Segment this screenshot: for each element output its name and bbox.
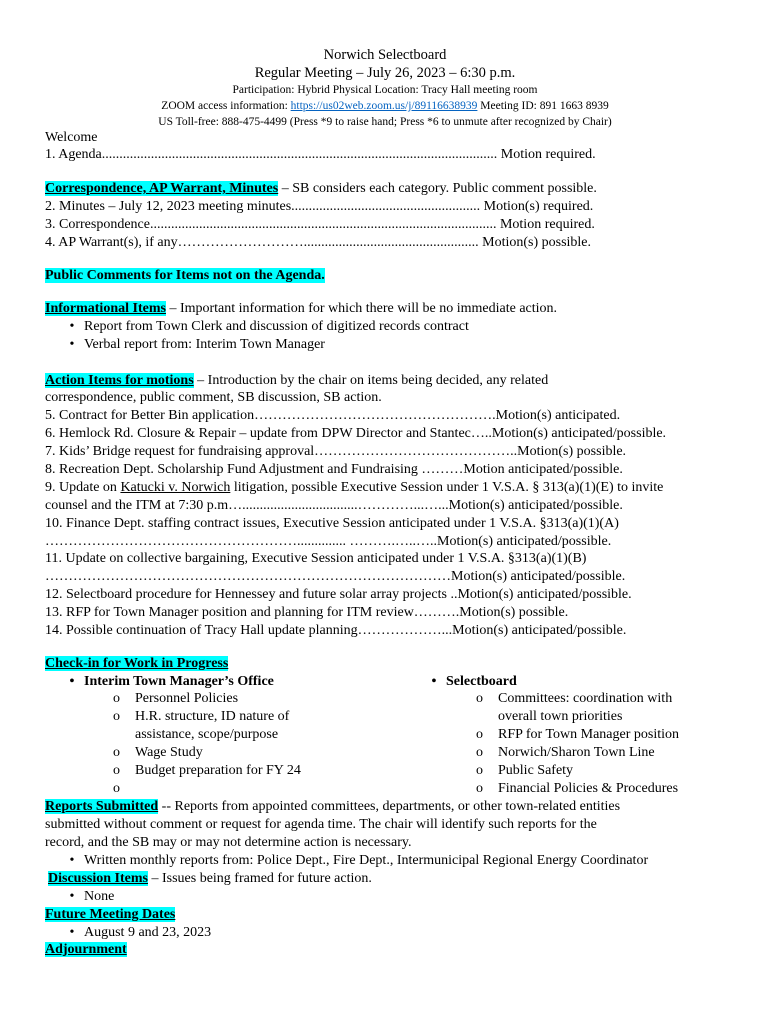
- left-subitem: [113, 762, 301, 779]
- item9-prefix: 9. Update on: [45, 480, 121, 495]
- bullet-dot-icon: •: [69, 889, 75, 904]
- informational-desc: – Important information for which there will be no immediate action.: [165, 301, 558, 316]
- right-subitem-cont: overall town priorities: [498, 709, 623, 724]
- item9-suffix: litigation, possible Executive Session under 1 V.S.A. § 313(a)(1)(E) to invite: [230, 480, 664, 495]
- adjournment-section: [45, 941, 127, 958]
- agenda-item-11-cont: ……………………………………………………………………………Motion(s) anticipated/possible.: [45, 569, 626, 584]
- agenda-item-2: 2. Minutes – July 12, 2023 meeting minutes...................................................... Motion(s) required.: [45, 199, 594, 214]
- subitem-text: Committees: coordination with: [498, 691, 673, 706]
- bullet-text: Report from Town Clerk and discussion of digitized records contract: [84, 319, 469, 334]
- agenda-item-10: 10. Finance Dept. staffing contract issues, Executive Session anticipated under 1 V.S.A. §313(a)(1)(A): [45, 516, 619, 531]
- left-subitem-cont: assistance, scope/purpose: [135, 727, 279, 742]
- adjournment-heading: Adjournment: [45, 942, 127, 957]
- discussion-heading: Discussion Items: [48, 871, 148, 886]
- subitem-text: Wage Study: [135, 745, 203, 760]
- left-subitem: [113, 708, 289, 725]
- agenda-item-3: 3. Correspondence................................................................................................... Motion required.: [45, 217, 595, 232]
- checkin-right-title: [422, 673, 517, 690]
- zoom-info: [0, 100, 770, 112]
- correspondence-desc: – SB considers each category. Public comment possible.: [278, 181, 597, 196]
- agenda-item-10-cont: ……………………………………………….............. ……….…..…..Motion(s) anticipated/possible.: [45, 534, 612, 549]
- checkin-section: [45, 655, 228, 672]
- discussion-section: [48, 870, 372, 887]
- bullet-dot-icon: •: [431, 674, 437, 689]
- discussion-desc: – Issues being framed for future action.: [147, 871, 372, 886]
- future-bullet: [60, 924, 211, 941]
- agenda-item-4: 4. AP Warrant(s), if any……………………….................................................. Motion(s) possible.: [45, 235, 592, 250]
- subitem-text: RFP for Town Manager position: [498, 727, 680, 742]
- action-desc-line2: correspondence, public comment, SB discussion, SB action.: [45, 390, 382, 405]
- agenda-item-12: 12. Selectboard procedure for Hennessey and future solar array projects ..Motion(s) anticipated/possible.: [45, 587, 632, 602]
- bullet-text: None: [84, 889, 115, 904]
- circle-bullet-icon: o: [476, 781, 483, 796]
- action-desc: – Introduction by the chair on items being decided, any related: [193, 373, 549, 388]
- subitem-text: Financial Policies & Procedures: [498, 781, 679, 796]
- left-subitem: [113, 690, 238, 707]
- circle-bullet-icon: o: [113, 709, 120, 724]
- agenda-item-9: [45, 479, 663, 496]
- bullet-text: Verbal report from: Interim Town Manager: [84, 337, 325, 352]
- subitem-text: Norwich/Sharon Town Line: [498, 745, 655, 760]
- agenda-item-14: 14. Possible continuation of Tracy Hall update planning………………...Motion(s) anticipated/possible.: [45, 623, 627, 638]
- zoom-prefix: ZOOM access information:: [161, 100, 291, 112]
- future-section: [45, 906, 175, 923]
- circle-bullet-icon: o: [476, 745, 483, 760]
- action-heading: Action Items for motions: [45, 373, 194, 388]
- right-subitem: [476, 762, 573, 779]
- bullet-text: Written monthly reports from: Police Dept., Fire Dept., Intermunicipal Regional Energy Coordinator: [84, 853, 649, 868]
- reports-desc: -- Reports from appointed committees, departments, or other town-related entities: [158, 799, 621, 814]
- case-name: Katucki v. Norwich: [120, 480, 231, 495]
- subitem-text: Public Safety: [498, 763, 574, 778]
- checkin-left-title: [60, 673, 274, 690]
- informational-section: [45, 300, 557, 317]
- subitem-text: Budget preparation for FY 24: [135, 763, 301, 778]
- meeting-title: Regular Meeting – July 26, 2023 – 6:30 p.m.: [254, 65, 516, 81]
- selectboard-title: Selectboard: [446, 674, 517, 689]
- informational-heading: Informational Items: [45, 301, 166, 316]
- reports-section: [45, 798, 620, 815]
- correspondence-heading: Correspondence, AP Warrant, Minutes: [45, 181, 279, 196]
- agenda-item-6: 6. Hemlock Rd. Closure & Repair – update from DPW Director and Stantec…..Motion(s) anticipated/possible.: [45, 426, 667, 441]
- agenda-item-1: 1. Agenda................................................................................................................. Motion required.: [45, 147, 596, 162]
- circle-bullet-icon: o: [476, 763, 483, 778]
- circle-bullet-icon: o: [476, 691, 483, 706]
- public-comments-section: [45, 267, 325, 284]
- right-subitem: [476, 726, 679, 743]
- itm-office-title: Interim Town Manager’s Office: [84, 674, 274, 689]
- agenda-item-7: 7. Kids’ Bridge request for fundraising approval……………………………………..Motion(s) possible.: [45, 444, 627, 459]
- agenda-item-5: 5. Contract for Better Bin application…………………………………………….Motion(s) anticipated.: [45, 408, 621, 423]
- left-subitem-empty: [113, 780, 135, 797]
- tollfree-info: US Toll-free: 888-475-4499 (Press *9 to raise hand; Press *6 to unmute after recognized by Chair): [158, 116, 612, 128]
- reports-heading: Reports Submitted: [45, 799, 159, 814]
- reports-desc-line3: record, and the SB may or may not determine action is necessary.: [45, 835, 412, 850]
- future-heading: Future Meeting Dates: [45, 907, 176, 922]
- circle-bullet-icon: o: [113, 691, 120, 706]
- bullet-text: August 9 and 23, 2023: [84, 925, 212, 940]
- zoom-link[interactable]: https://us02web.zoom.us/j/89116638939: [290, 100, 478, 112]
- bullet-dot-icon: •: [69, 674, 75, 689]
- welcome: Welcome: [45, 130, 98, 145]
- informational-bullet-1: [60, 318, 469, 335]
- bullet-dot-icon: •: [69, 853, 75, 868]
- bullet-dot-icon: •: [69, 925, 75, 940]
- right-subitem: [476, 690, 672, 707]
- public-comments-heading: Public Comments for Items not on the Agenda.: [45, 268, 325, 283]
- agenda-item-13: 13. RFP for Town Manager position and planning for ITM review……….Motion(s) possible.: [45, 605, 569, 620]
- agenda-item-8: 8. Recreation Dept. Scholarship Fund Adjustment and Fundraising ………Motion anticipated/possible.: [45, 462, 623, 477]
- zoom-meeting-id: Meeting ID: 891 1663 8939: [477, 100, 609, 112]
- left-subitem: [113, 744, 203, 761]
- reports-desc-line2: submitted without comment or request for agenda time. The chair will identify such reports for the: [45, 817, 597, 832]
- bullet-dot-icon: •: [69, 319, 75, 334]
- correspondence-section: [45, 180, 597, 197]
- right-subitem: [476, 744, 655, 761]
- circle-bullet-icon: o: [476, 727, 483, 742]
- checkin-heading: Check-in for Work in Progress: [45, 656, 229, 671]
- board-title: Norwich Selectboard: [323, 47, 447, 63]
- participation-info: Participation: Hybrid Physical Location: Tracy Hall meeting room: [232, 84, 538, 96]
- subitem-text: Personnel Policies: [135, 691, 239, 706]
- subitem-text: H.R. structure, ID nature of: [135, 709, 290, 724]
- circle-bullet-icon: o: [113, 763, 120, 778]
- agenda-item-9-cont: counsel and the ITM at 7:30 p.m….................................…………...…...Motion(s) anticipated/possible.: [45, 498, 623, 513]
- right-subitem: [476, 780, 678, 797]
- bullet-dot-icon: •: [69, 337, 75, 352]
- discussion-bullet: [60, 888, 114, 905]
- circle-bullet-icon: o: [113, 745, 120, 760]
- circle-bullet-icon: o: [113, 781, 120, 796]
- agenda-item-11: 11. Update on collective bargaining, Executive Session anticipated under 1 V.S.A. §313(a)(1)(B): [45, 551, 587, 566]
- informational-bullet-2: [60, 336, 325, 353]
- action-section: [45, 372, 548, 389]
- reports-bullet: [60, 852, 648, 869]
